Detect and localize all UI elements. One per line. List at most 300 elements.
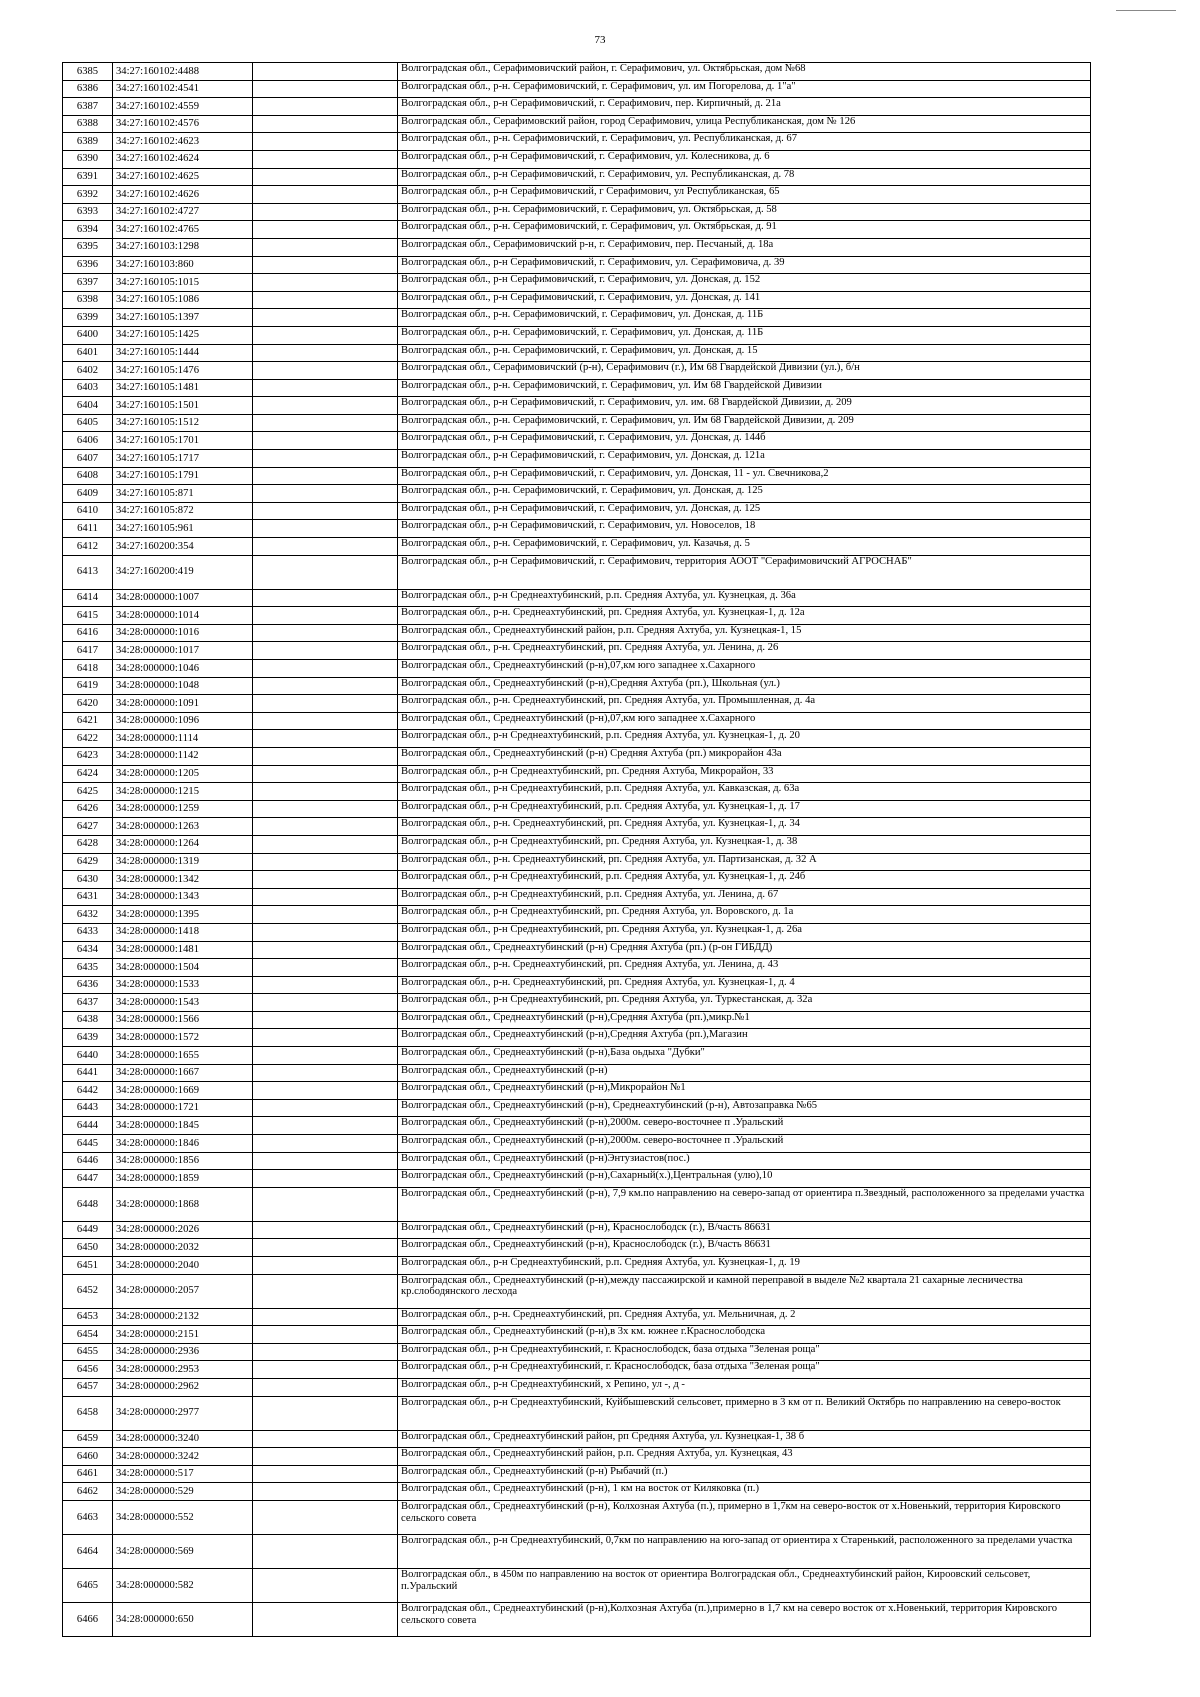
address-cell: Волгоградская обл., р-н Серафимовичский, г. Серафимович, ул. Колесникова, д. 6 [398,150,1091,168]
empty-cell [253,238,398,256]
cadastral-number-cell: 34:27:160105:1086 [113,291,253,309]
empty-cell [253,730,398,748]
table-row [63,432,1091,450]
table-row [63,818,1091,836]
table-row [63,1396,1091,1430]
table-row [63,221,1091,239]
row-number-cell: 6402 [63,362,113,380]
address-cell: Волгоградская обл., р-н Серафимовичский, г. Серафимович, ул. Донская, д. 125 [398,502,1091,520]
empty-cell [253,994,398,1012]
table-row [63,1170,1091,1188]
table-row [63,238,1091,256]
address-cell: Волгоградская обл., Серафимовичский р-н, г. Серафимович, пер. Песчаный, д. 18а [398,238,1091,256]
address-cell: Волгоградская обл., Среднеахтубинский (р-н),Колхозная Ахтуба (п.),примерно в 1,7 км на северо восток от х.Новенький, территория Кировского сельского совета [398,1602,1091,1636]
address-cell: Волгоградская обл., р-н Серафимовичский, г. Серафимович, ул. Донская, д. 121а [398,450,1091,468]
table-row [63,1221,1091,1239]
row-number-cell: 6426 [63,800,113,818]
address-cell: Волгоградская обл., р-н Среднеахтубинский, г. Краснослободск, база отдыха "Зеленая роща" [398,1361,1091,1379]
row-number-cell: 6432 [63,906,113,924]
table-row [63,414,1091,432]
address-cell: Волгоградская обл., р-н Среднеахтубинский, р.п. Средняя Ахтуба, ул. Кузнецкая-1, д. 17 [398,800,1091,818]
address-cell: Волгоградская обл., р-н. Среднеахтубинский, рп. Средняя Ахтуба, ул. Промышленная, д. 4а [398,695,1091,713]
address-cell: Волгоградская обл., р-н Серафимовичский, г. Серафимович, ул. Республиканская, д. 78 [398,168,1091,186]
empty-cell [253,1099,398,1117]
table-row [63,1135,1091,1153]
cadastral-number-cell: 34:28:000000:2032 [113,1239,253,1257]
table-row [63,1343,1091,1361]
address-cell: Волгоградская обл., р-н. Среднеахтубинский, рп. Средняя Ахтуба, ул. Кузнецкая-1, д. 34 [398,818,1091,836]
cadastral-number-cell: 34:28:000000:1566 [113,1011,253,1029]
cadastral-number-cell: 34:28:000000:650 [113,1602,253,1636]
row-number-cell: 6438 [63,1011,113,1029]
empty-cell [253,1483,398,1501]
cadastral-number-cell: 34:28:000000:1096 [113,712,253,730]
table-row [63,1011,1091,1029]
row-number-cell: 6448 [63,1187,113,1221]
row-number-cell: 6453 [63,1308,113,1326]
table-row [63,835,1091,853]
row-number-cell: 6446 [63,1152,113,1170]
table-row [63,1378,1091,1396]
address-cell: Волгоградская обл., Среднеахтубинский (р-н), Среднеахтубинский (р-н), Автозаправка №65 [398,1099,1091,1117]
register-body [63,63,1091,1637]
address-cell: Волгоградская обл., р-н. Серафимовичский, г. Серафимович, ул. Донская, д. 125 [398,485,1091,503]
table-row [63,1483,1091,1501]
cadastral-number-cell: 34:27:160105:961 [113,520,253,538]
empty-cell [253,379,398,397]
row-number-cell: 6401 [63,344,113,362]
address-cell: Волгоградская обл., р-н Среднеахтубинский, рп. Средняя Ахтуба, ул. Кузнецкая-1, д. 38 [398,835,1091,853]
empty-cell [253,765,398,783]
table-row [63,362,1091,380]
row-number-cell: 6428 [63,835,113,853]
address-cell: Волгоградская обл., р-н Серафимовичский, г. Серафимович, ул. Донская, д. 152 [398,274,1091,292]
empty-cell [253,432,398,450]
cadastral-number-cell: 34:28:000000:1046 [113,660,253,678]
address-cell: Волгоградская обл., Среднеахтубинский (р-н),07,км юго западнее х.Сахарного [398,660,1091,678]
empty-cell [253,274,398,292]
row-number-cell: 6424 [63,765,113,783]
row-number-cell: 6412 [63,538,113,556]
empty-cell [253,853,398,871]
empty-cell [253,923,398,941]
address-cell: Волгоградская обл., р-н Среднеахтубинский, рп. Средняя Ахтуба, ул. Туркестанская, д. 32а [398,994,1091,1012]
cadastral-number-cell: 34:28:000000:1342 [113,871,253,889]
empty-cell [253,783,398,801]
cadastral-number-cell: 34:28:000000:1655 [113,1047,253,1065]
row-number-cell: 6435 [63,959,113,977]
address-cell: Волгоградская обл., р-н Серафимовичский, г. Серафимович, ул. им. 68 Гвардейской Дивизии, д. 209 [398,397,1091,415]
table-row [63,1602,1091,1636]
row-number-cell: 6462 [63,1483,113,1501]
row-number-cell: 6464 [63,1534,113,1568]
table-row [63,1568,1091,1602]
address-cell: Волгоградская обл., р-н. Серафимовичский, г. Серафимович, ул. Им 68 Гвардейской Дивизии [398,379,1091,397]
cadastral-number-cell: 34:28:000000:569 [113,1534,253,1568]
empty-cell [253,1221,398,1239]
empty-cell [253,450,398,468]
empty-cell [253,186,398,204]
address-cell: Волгоградская обл., р-н. Среднеахтубинский, рп. Средняя Ахтуба, ул. Ленина, д. 26 [398,642,1091,660]
empty-cell [253,150,398,168]
row-number-cell: 6439 [63,1029,113,1047]
empty-cell [253,1534,398,1568]
cadastral-number-cell: 34:28:000000:1017 [113,642,253,660]
table-row [63,1465,1091,1483]
address-cell: Волгоградская обл., р-н. Среднеахтубинский, рп. Средняя Ахтуба, ул. Ленина, д. 43 [398,959,1091,977]
table-row [63,1326,1091,1344]
row-number-cell: 6436 [63,976,113,994]
table-row [63,642,1091,660]
address-cell: Волгоградская обл., Среднеахтубинский (р-н), Колхозная Ахтуба (п.), примерно в 1,7км на северо-восток от х.Новенький, территория Кировского сельского совета [398,1500,1091,1534]
cadastral-number-cell: 34:27:160200:354 [113,538,253,556]
empty-cell [253,80,398,98]
row-number-cell: 6391 [63,168,113,186]
empty-cell [253,1396,398,1430]
empty-cell [253,1378,398,1396]
cadastral-number-cell: 34:28:000000:2040 [113,1257,253,1275]
empty-cell [253,133,398,151]
cadastral-number-cell: 34:28:000000:552 [113,1500,253,1534]
cadastral-number-cell: 34:28:000000:2977 [113,1396,253,1430]
table-row [63,80,1091,98]
table-row [63,274,1091,292]
page-number: 73 [594,34,606,46]
cadastral-number-cell: 34:28:000000:1859 [113,1170,253,1188]
address-cell: Волгоградская обл., р-н. Среднеахтубинский, рп. Средняя Ахтуба, ул. Мельничная, д. 2 [398,1308,1091,1326]
address-cell: Волгоградская обл., Серафимовичский (р-н), Серафимович (г.), Им 68 Гвардейской Дивизии (ул.), б/н [398,362,1091,380]
row-number-cell: 6405 [63,414,113,432]
empty-cell [253,1029,398,1047]
table-row [63,1099,1091,1117]
table-row [63,98,1091,116]
row-number-cell: 6390 [63,150,113,168]
address-cell: Волгоградская обл., р-н. Серафимовичский, г. Серафимович, ул. им Погорелова, д. 1"а" [398,80,1091,98]
empty-cell [253,888,398,906]
table-row [63,555,1091,589]
cadastral-number-cell: 34:27:160102:4765 [113,221,253,239]
row-number-cell: 6427 [63,818,113,836]
address-cell: Волгоградская обл., р-н. Среднеахтубинский, рп. Средняя Ахтуба, ул. Партизанская, д. 32 А [398,853,1091,871]
empty-cell [253,835,398,853]
cadastral-number-cell: 34:27:160105:1476 [113,362,253,380]
cadastral-number-cell: 34:28:000000:1721 [113,1099,253,1117]
table-row [63,1082,1091,1100]
row-number-cell: 6425 [63,783,113,801]
address-cell: Волгоградская обл., Среднеахтубинский (р-н),07,км юго западнее х.Сахарного [398,712,1091,730]
address-cell: Волгоградская обл., р-н Среднеахтубинский, р.п. Средняя Ахтуба, ул. Кузнецкая, д. 36а [398,589,1091,607]
address-cell: Волгоградская обл., р-н Среднеахтубинский, р.п. Средняя Ахтуба, ул. Ленина, д. 67 [398,888,1091,906]
address-cell: Волгоградская обл., р-н Серафимовичский, г. Серафимович, ул. Донская, д. 141 [398,291,1091,309]
address-cell: Волгоградская обл., р-н Среднеахтубинский, р.п. Средняя Ахтуба, ул. Кузнецкая-1, д. 19 [398,1257,1091,1275]
row-number-cell: 6437 [63,994,113,1012]
row-number-cell: 6416 [63,624,113,642]
empty-cell [253,976,398,994]
cadastral-number-cell: 34:27:160103:860 [113,256,253,274]
cadastral-number-cell: 34:28:000000:1016 [113,624,253,642]
address-cell: Волгоградская обл., Среднеахтубинский (р-н) Рыбачий (п.) [398,1465,1091,1483]
row-number-cell: 6463 [63,1500,113,1534]
empty-cell [253,1047,398,1065]
cadastral-number-cell: 34:27:160105:1501 [113,397,253,415]
row-number-cell: 6465 [63,1568,113,1602]
address-cell: Волгоградская обл., р-н Среднеахтубинский, р.п. Средняя Ахтуба, ул. Кавказская, д. 63а [398,783,1091,801]
empty-cell [253,98,398,116]
table-row [63,485,1091,503]
table-row [63,1274,1091,1308]
row-number-cell: 6388 [63,115,113,133]
address-cell: Волгоградская обл., Среднеахтубинский район, р.п. Средняя Ахтуба, ул. Кузнецкая-1, 15 [398,624,1091,642]
cadastral-number-cell: 34:28:000000:1543 [113,994,253,1012]
table-row [63,624,1091,642]
table-row [63,291,1091,309]
table-row [63,150,1091,168]
row-number-cell: 6456 [63,1361,113,1379]
empty-cell [253,1011,398,1029]
address-cell: Волгоградская обл., Среднеахтубинский (р-н), 7,9 км.по направлению на северо-запад от ориентира п.Звездный, расположенного за пределами участка [398,1187,1091,1221]
row-number-cell: 6431 [63,888,113,906]
row-number-cell: 6398 [63,291,113,309]
table-row [63,660,1091,678]
row-number-cell: 6444 [63,1117,113,1135]
empty-cell [253,1239,398,1257]
row-number-cell: 6455 [63,1343,113,1361]
cadastral-number-cell: 34:27:160105:1397 [113,309,253,327]
row-number-cell: 6410 [63,502,113,520]
cadastral-number-cell: 34:28:000000:3240 [113,1430,253,1448]
row-number-cell: 6440 [63,1047,113,1065]
cadastral-number-cell: 34:27:160102:4576 [113,115,253,133]
cadastral-number-cell: 34:27:160105:1481 [113,379,253,397]
table-row [63,1187,1091,1221]
row-number-cell: 6451 [63,1257,113,1275]
empty-cell [253,362,398,380]
address-cell: Волгоградская обл., р-н Среднеахтубинский, рп. Средняя Ахтуба, Микрорайон, 33 [398,765,1091,783]
row-number-cell: 6403 [63,379,113,397]
table-row [63,397,1091,415]
row-number-cell: 6413 [63,555,113,589]
empty-cell [253,1152,398,1170]
empty-cell [253,1257,398,1275]
empty-cell [253,747,398,765]
cadastral-number-cell: 34:28:000000:1215 [113,783,253,801]
row-number-cell: 6459 [63,1430,113,1448]
cadastral-number-cell: 34:27:160102:4727 [113,203,253,221]
cadastral-number-cell: 34:27:160102:4624 [113,150,253,168]
empty-cell [253,538,398,556]
table-row [63,1430,1091,1448]
cadastral-number-cell: 34:28:000000:1868 [113,1187,253,1221]
address-cell: Волгоградская обл., р-н. Серафимовичский, г. Серафимович, ул. Донская, д. 11Б [398,326,1091,344]
empty-cell [253,397,398,415]
row-number-cell: 6447 [63,1170,113,1188]
cadastral-number-cell: 34:28:000000:1014 [113,607,253,625]
empty-cell [253,660,398,678]
address-cell: Волгоградская обл., р-н. Серафимовичский, г. Серафимович, ул. Донская, д. 11Б [398,309,1091,327]
scan-corner-line [1116,10,1176,11]
row-number-cell: 6396 [63,256,113,274]
address-cell: Волгоградская обл., р-н. Серафимовичский, г. Серафимович, ул. Донская, д. 15 [398,344,1091,362]
address-cell: Волгоградская обл., Среднеахтубинский (р-н),Сахарный(х.),Центральная (улю),10 [398,1170,1091,1188]
address-cell: Волгоградская обл., Среднеахтубинский (р-н),2000м. северо-восточнее п .Уральский [398,1117,1091,1135]
table-row [63,520,1091,538]
cadastral-number-cell: 34:27:160200:419 [113,555,253,589]
table-row [63,63,1091,81]
table-row [63,959,1091,977]
empty-cell [253,589,398,607]
row-number-cell: 6457 [63,1378,113,1396]
address-cell: Волгоградская обл., р-н Серафимовичский, г. Серафимович, ул. Донская, 11 - ул. Свечникова,2 [398,467,1091,485]
row-number-cell: 6443 [63,1099,113,1117]
cadastral-number-cell: 34:28:000000:1846 [113,1135,253,1153]
row-number-cell: 6461 [63,1465,113,1483]
row-number-cell: 6420 [63,695,113,713]
table-row [63,344,1091,362]
row-number-cell: 6408 [63,467,113,485]
empty-cell [253,1465,398,1483]
address-cell: Волгоградская обл., р-н. Среднеахтубинский, рп. Средняя Ахтуба, ул. Кузнецкая-1, д. 12а [398,607,1091,625]
cadastral-number-cell: 34:28:000000:1395 [113,906,253,924]
table-row [63,450,1091,468]
row-number-cell: 6419 [63,677,113,695]
row-number-cell: 6452 [63,1274,113,1308]
empty-cell [253,712,398,730]
empty-cell [253,624,398,642]
cadastral-number-cell: 34:28:000000:1856 [113,1152,253,1170]
row-number-cell: 6460 [63,1448,113,1466]
address-cell: Волгоградская обл., р-н Среднеахтубинский, р.п. Средняя Ахтуба, ул. Кузнецкая-1, д. 20 [398,730,1091,748]
table-row [63,1152,1091,1170]
row-number-cell: 6433 [63,923,113,941]
table-row [63,1064,1091,1082]
cadastral-number-cell: 34:27:160102:4488 [113,63,253,81]
address-cell: Волгоградская обл., Среднеахтубинский (р-н) Средняя Ахтуба (рп.) микрорайон 43а [398,747,1091,765]
empty-cell [253,115,398,133]
address-cell: Волгоградская обл., р-н Среднеахтубинский, р.п. Средняя Ахтуба, ул. Кузнецкая-1, д. 24б [398,871,1091,889]
empty-cell [253,326,398,344]
cadastral-number-cell: 34:28:000000:1319 [113,853,253,871]
cadastral-number-cell: 34:28:000000:1007 [113,589,253,607]
row-number-cell: 6395 [63,238,113,256]
empty-cell [253,941,398,959]
address-cell: Волгоградская обл., р-н Серафимовичский, г. Серафимович, ул. Серафимовича, д. 39 [398,256,1091,274]
table-row [63,800,1091,818]
table-row [63,695,1091,713]
row-number-cell: 6434 [63,941,113,959]
table-row [63,923,1091,941]
cadastral-number-cell: 34:28:000000:1263 [113,818,253,836]
table-row [63,906,1091,924]
empty-cell [253,1500,398,1534]
cadastral-number-cell: 34:28:000000:1205 [113,765,253,783]
table-row [63,853,1091,871]
row-number-cell: 6411 [63,520,113,538]
table-row [63,186,1091,204]
empty-cell [253,677,398,695]
table-row [63,309,1091,327]
empty-cell [253,502,398,520]
cadastral-number-cell: 34:28:000000:2132 [113,1308,253,1326]
table-row [63,677,1091,695]
address-cell: Волгоградская обл., Среднеахтубинский (р-н) [398,1064,1091,1082]
empty-cell [253,256,398,274]
address-cell: Волгоградская обл., Среднеахтубинский (р-н), Краснослободск (г.), В/часть 86631 [398,1239,1091,1257]
cadastral-number-cell: 34:28:000000:1259 [113,800,253,818]
cadastral-number-cell: 34:27:160103:1298 [113,238,253,256]
row-number-cell: 6429 [63,853,113,871]
empty-cell [253,1135,398,1153]
address-cell: Волгоградская обл., Среднеахтубинский (р-н),Средняя Ахтуба (рп.),микр.№1 [398,1011,1091,1029]
row-number-cell: 6409 [63,485,113,503]
cadastral-number-cell: 34:28:000000:1504 [113,959,253,977]
address-cell: Волгоградская обл., р-н Серафимовичский, г Серафимович, ул Республиканская, 65 [398,186,1091,204]
table-row [63,256,1091,274]
address-cell: Волгоградская обл., р-н Серафимовичский, г. Серафимович, территория АООТ "Серафимовичский АГРОСНАБ" [398,555,1091,589]
empty-cell [253,1274,398,1308]
empty-cell [253,414,398,432]
empty-cell [253,1430,398,1448]
row-number-cell: 6418 [63,660,113,678]
table-row [63,607,1091,625]
table-row [63,1117,1091,1135]
empty-cell [253,1170,398,1188]
row-number-cell: 6442 [63,1082,113,1100]
empty-cell [253,168,398,186]
cadastral-number-cell: 34:28:000000:1669 [113,1082,253,1100]
cadastral-number-cell: 34:27:160102:4623 [113,133,253,151]
cadastral-number-cell: 34:27:160105:1701 [113,432,253,450]
address-cell: Волгоградская обл., р-н Среднеахтубинский, Куйбышевский сельсовет, примерно в 3 км от п. Великий Октябрь по направлению на северо-восток [398,1396,1091,1430]
table-row [63,589,1091,607]
row-number-cell: 6392 [63,186,113,204]
empty-cell [253,1187,398,1221]
row-number-cell: 6404 [63,397,113,415]
address-cell: Волгоградская обл., р-н. Серафимовичский, г. Серафимович, ул. Октябрьская, д. 91 [398,221,1091,239]
address-cell: Волгоградская обл., р-н Серафимовичский, г. Серафимович, ул. Донская, д. 144б [398,432,1091,450]
cadastral-number-cell: 34:27:160105:1444 [113,344,253,362]
row-number-cell: 6466 [63,1602,113,1636]
cadastral-number-cell: 34:27:160105:872 [113,502,253,520]
row-number-cell: 6450 [63,1239,113,1257]
row-number-cell: 6386 [63,80,113,98]
row-number-cell: 6445 [63,1135,113,1153]
row-number-cell: 6399 [63,309,113,327]
address-cell: Волгоградская обл., Среднеахтубинский (р-н),между пассажирской и камной переправой в выделе №2 квартала 21 сахарные лесничества кр.слободянского лесхода [398,1274,1091,1308]
address-cell: Волгоградская обл., Среднеахтубинский (р-н),Средняя Ахтуба (рп.),Магазин [398,1029,1091,1047]
address-cell: Волгоградская обл., Среднеахтубинский (р-н),2000м. северо-восточнее п .Уральский [398,1135,1091,1153]
cadastral-register-table [62,62,1091,1637]
empty-cell [253,485,398,503]
table-row [63,888,1091,906]
address-cell: Волгоградская обл., р-н. Серафимовичский, г. Серафимович, ул. Казачья, д. 5 [398,538,1091,556]
empty-cell [253,800,398,818]
table-row [63,765,1091,783]
row-number-cell: 6393 [63,203,113,221]
cadastral-number-cell: 34:27:160102:4625 [113,168,253,186]
cadastral-number-cell: 34:28:000000:1091 [113,695,253,713]
address-cell: Волгоградская обл., Серафимовский район, город Серафимович, улица Республиканская, дом № 126 [398,115,1091,133]
cadastral-number-cell: 34:28:000000:2936 [113,1343,253,1361]
cadastral-number-cell: 34:27:160105:1717 [113,450,253,468]
address-cell: Волгоградская обл., р-н Среднеахтубинский, х Репино, ул -, д - [398,1378,1091,1396]
address-cell: Волгоградская обл., р-н Среднеахтубинский, рп. Средняя Ахтуба, ул. Кузнецкая-1, д. 26а [398,923,1091,941]
empty-cell [253,1064,398,1082]
table-row [63,168,1091,186]
empty-cell [253,520,398,538]
table-row [63,538,1091,556]
row-number-cell: 6422 [63,730,113,748]
cadastral-number-cell: 34:28:000000:3242 [113,1448,253,1466]
